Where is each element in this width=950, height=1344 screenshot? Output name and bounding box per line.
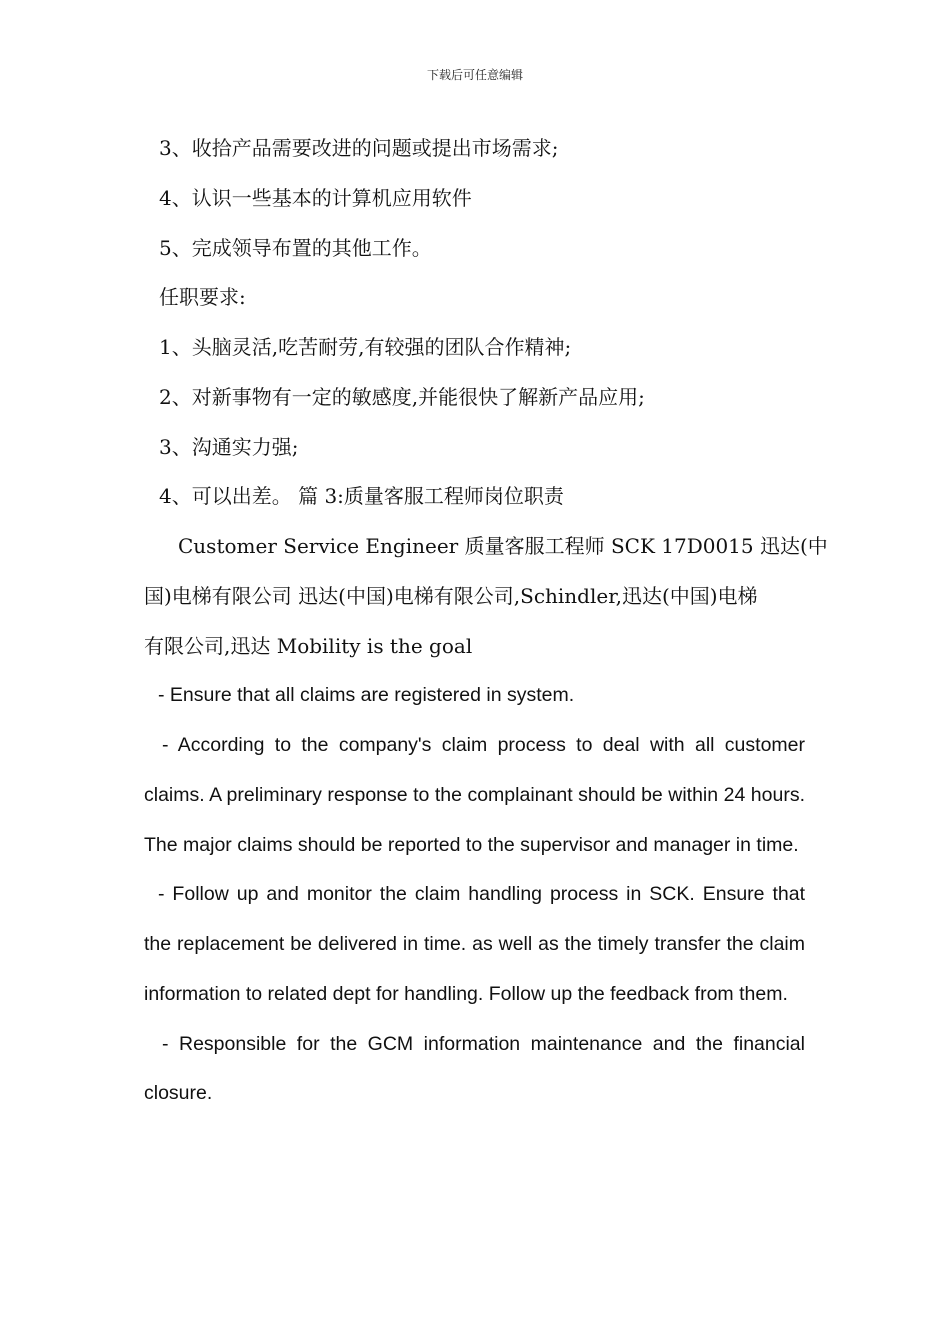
duty-paragraph-2: - According to the company's claim process to deal with all customer claims. A preliminary response to the complainant should be within 24 hours. The major claims should be reported to the supervisor and manager in time.	[144, 734, 805, 856]
requirement-item-3: 3、沟通实力强;	[159, 434, 299, 459]
duty-paragraph-4: - Responsible for the GCM information maintenance and the financial closure.	[144, 1032, 805, 1105]
requirement-item-4-and-section-title: 4、可以出差。 篇 3:质量客服工程师岗位职责	[159, 484, 564, 509]
requirements-heading: 任职要求:	[159, 285, 246, 310]
intro-line-1: Customer Service Engineer 质量客服工程师 SCK 17D0015 迅达(中	[178, 534, 828, 558]
duty-item-5: 5、完成领导布置的其他工作。	[159, 235, 432, 260]
requirement-item-2: 2、对新事物有一定的敏感度,并能很快了解新产品应用;	[159, 384, 645, 409]
duty-paragraph-3: - Follow up and monitor the claim handling process in SCK. Ensure that the replacement be delivered in time. as well as the timely transfer the claim information to related dept for handling. Follow up the feedback from them.	[144, 883, 805, 1005]
page-header: 下载后可任意编辑	[426, 68, 523, 82]
document-body	[144, 124, 828, 1119]
requirement-item-1: 1、头脑灵活,吃苦耐劳,有较强的团队合作精神;	[159, 335, 572, 359]
intro-line-2: 国)电梯有限公司 迅达(中国)电梯有限公司,Schindler,迅达(中国)电梯	[144, 583, 758, 608]
intro-line-3: 有限公司,迅达 Mobility is the goal	[144, 633, 473, 658]
duty-item-4: 4、认识一些基本的计算机应用软件	[159, 185, 472, 210]
duty-paragraph-1: - Ensure that all claims are registered in system.	[158, 684, 575, 707]
duty-item-3: 3、收拾产品需要改进的问题或提出市场需求;	[159, 136, 559, 160]
